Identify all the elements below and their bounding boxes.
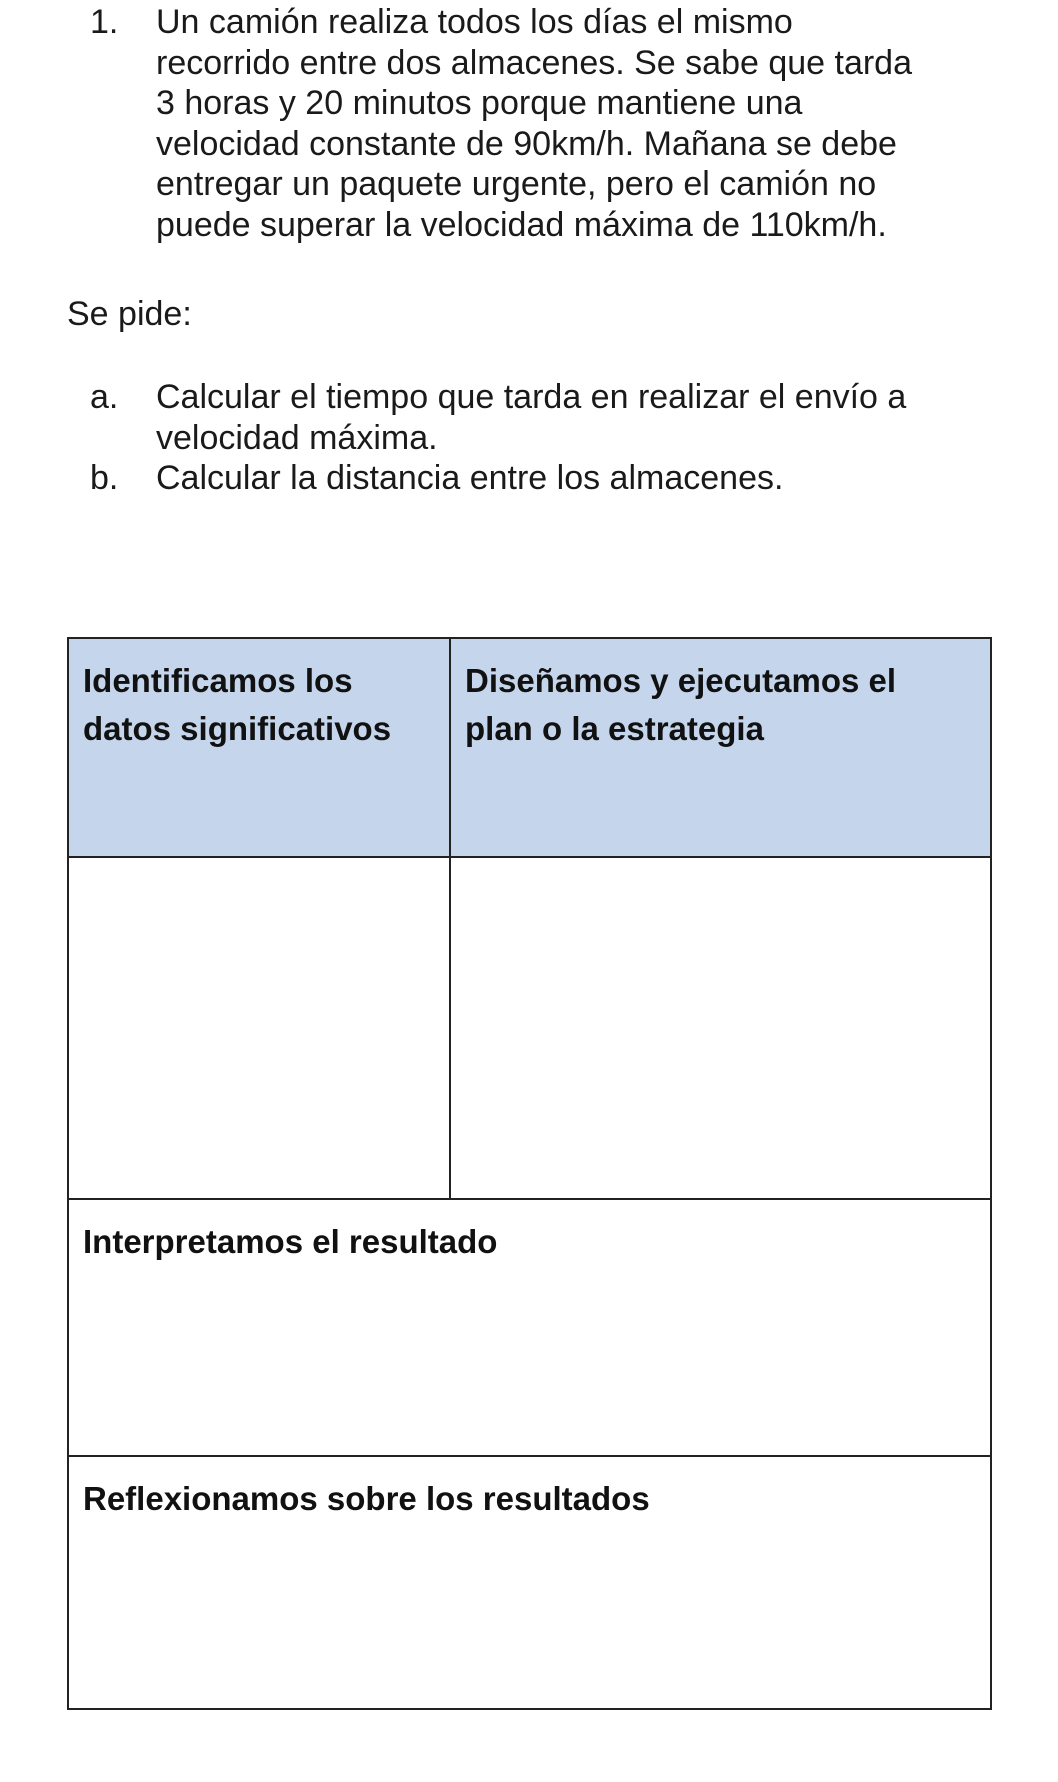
row-divider xyxy=(69,856,990,858)
item-text-a xyxy=(156,377,996,458)
item-text-b xyxy=(156,458,996,499)
interpret-cell[interactable] xyxy=(69,1200,990,1455)
se-pide-heading: Se pide: xyxy=(67,295,192,333)
problem-number: 1. xyxy=(90,3,119,41)
answer-cell-plan[interactable] xyxy=(451,858,990,1198)
problem-line: recorrido entre dos almacenes. Se sabe que tarda xyxy=(156,43,913,82)
header-data-line: datos significativos xyxy=(83,710,392,747)
problem-text xyxy=(156,2,996,245)
row-divider xyxy=(69,1455,990,1457)
problem-line: entregar un paquete urgente, pero el camión no xyxy=(156,165,877,203)
column-divider xyxy=(449,639,451,1198)
header-cell-data xyxy=(69,639,449,856)
header-plan-line: plan o la estrategia xyxy=(465,710,764,747)
reflect-label: Reflexionamos sobre los resultados xyxy=(83,1480,650,1517)
problem-solving-table xyxy=(67,637,992,1710)
problem-line: velocidad constante de 90km/h. Mañana se debe xyxy=(156,124,897,163)
answer-cell-data[interactable] xyxy=(69,858,449,1198)
item-letter-b: b. xyxy=(90,459,119,497)
header-cell-plan xyxy=(451,639,990,856)
item-letter-a: a. xyxy=(90,378,119,416)
item-a-line: Calcular el tiempo que tarda en realizar el envío a xyxy=(156,378,907,416)
problem-line: puede superar la velocidad máxima de 110km/h. xyxy=(156,205,887,244)
item-a-line: velocidad máxima. xyxy=(156,418,438,457)
problem-line: Un camión realiza todos los días el mismo xyxy=(156,3,793,41)
interpret-label: Interpretamos el resultado xyxy=(83,1223,498,1260)
row-divider xyxy=(69,1198,990,1200)
header-data-line: Identificamos los xyxy=(83,662,353,699)
item-b-line: Calcular la distancia entre los almacenes. xyxy=(156,459,784,497)
header-plan-line: Diseñamos y ejecutamos el xyxy=(465,662,897,699)
problem-line: 3 horas y 20 minutos porque mantiene una xyxy=(156,84,803,122)
reflect-cell[interactable] xyxy=(69,1457,990,1708)
